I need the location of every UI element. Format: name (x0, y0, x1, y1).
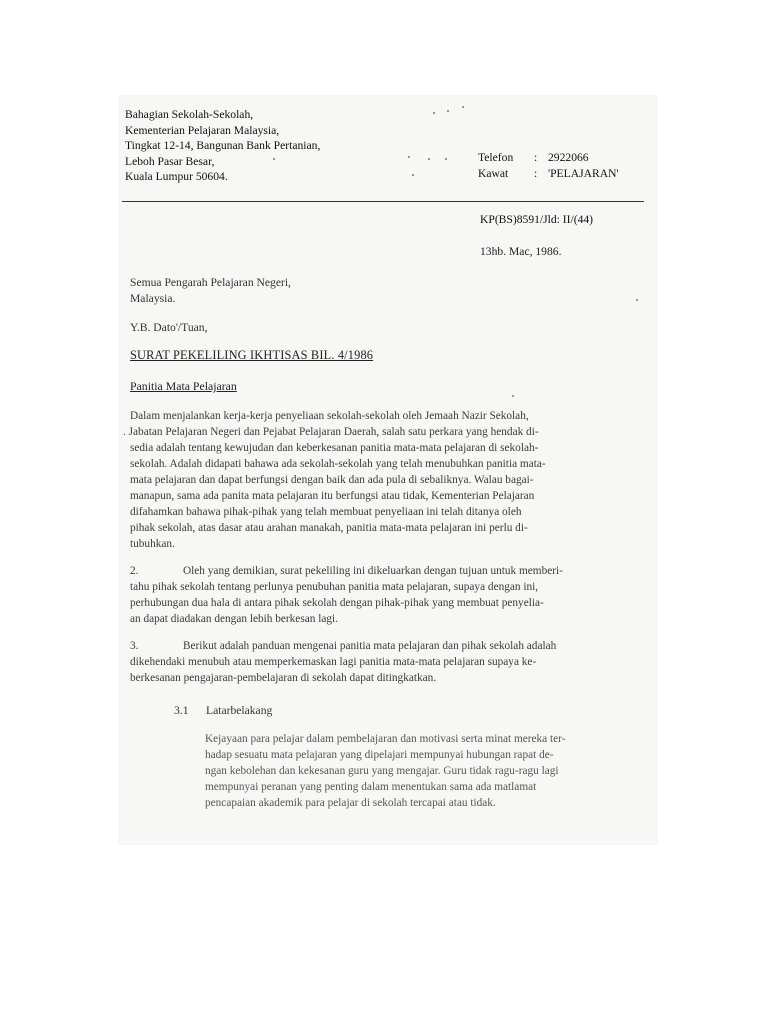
paragraph-number: 3. (130, 640, 139, 652)
subject-line: SURAT PEKELILING IKHTISAS BIL. 4/1986 (130, 348, 374, 362)
recipient-address (130, 275, 291, 306)
scan-speck (412, 174, 414, 176)
letter-date: 13hb. Mac, 1986. (480, 245, 562, 258)
paragraph-number: 2. (130, 565, 139, 577)
first-line (130, 563, 642, 579)
subsection-paragraph (205, 731, 641, 811)
telefon-row (478, 150, 619, 166)
sender-line: Bahagian Sekolah-Sekolah, (125, 108, 254, 121)
scan-speck (512, 395, 514, 397)
sender-line: Kementerian Pelajaran Malaysia, (125, 123, 280, 137)
text-line: pihak sekolah, atas dasar atau arahan manakah, panitia mata-mata pelajaran ini perlu di- (130, 522, 528, 534)
separator: : (534, 167, 538, 180)
text-line: an dapat diadakan dengan lebih berkesan lagi. (130, 613, 338, 625)
text-line: tahu pihak sekolah tentang perlunya penubuhan panitia mata pelajaran, supaya dengan ini, (130, 581, 539, 593)
salutation: Y.B. Dato'/Tuan, (130, 321, 208, 334)
subsection-heading (174, 704, 272, 717)
contact-block (478, 150, 619, 182)
kawat-value: 'PELAJARAN' (548, 167, 619, 180)
first-line (130, 638, 642, 654)
sender-address (125, 107, 320, 185)
scan-speck (273, 158, 275, 160)
header-divider (122, 201, 644, 202)
text-line: dikehendaki menubuh atau memperkemaskan lagi panitia mata-mata pelajaran supaya ke- (130, 656, 537, 668)
text-line: Berikut adalah panduan mengenai panitia mata pelajaran dan pihak sekolah adalah (183, 640, 557, 652)
scan-speck (433, 112, 435, 114)
separator: : (534, 151, 538, 164)
text-line: mempunyai peranan yang penting dalam menentukan sama ada matlamat (205, 781, 537, 793)
scan-speck (636, 299, 638, 301)
subsection-number: 3.1 (174, 704, 189, 717)
text-line: berkesanan pengajaran-pembelajaran di sekolah dapat ditingkatkan. (130, 672, 437, 684)
scan-speck (447, 110, 449, 112)
text-line: sedia adalah tentang kewujudan dan keberkesanan panitia mata-mata pelajaran di sekolah- (130, 442, 539, 454)
text-line: difahamkan bahawa pihak-pihak yang telah membuat penyeliaan ini telah ditanya oleh (130, 506, 522, 518)
recipient-line: Semua Pengarah Pelajaran Negeri, (130, 276, 291, 289)
text-line: ngan kebolehan dan kekesanan guru yang mengajar. Guru tidak ragu-ragu lagi (205, 765, 559, 777)
text-line: tubuhkan. (130, 538, 175, 550)
paragraph-1 (123, 408, 642, 552)
text-line: mata pelajaran dan dapat berfungsi dengan baik dan ada pula di sebaliknya. Walau bagai- (130, 474, 534, 486)
reference-number: KP(BS)8591/Jld: II/(44) (480, 213, 594, 226)
recipient-line: Malaysia. (130, 291, 176, 305)
kawat-label: Kawat (478, 167, 509, 180)
scan-speck (462, 106, 464, 108)
paragraph-3 (130, 638, 642, 686)
text-line: Kejayaan para pelajar dalam pembelajaran dan motivasi serta minat mereka ter- (205, 733, 566, 745)
sender-line: Kuala Lumpur 50604. (125, 170, 228, 184)
sender-line: Tingkat 12-14, Bangunan Bank Pertanian, (125, 139, 321, 153)
scan-speck (408, 156, 410, 158)
sender-line: Leboh Pasar Besar, (125, 154, 215, 168)
paragraph-2 (130, 563, 642, 627)
text-line: perhubungan dua hala di antara pihak sekolah dengan pihak-pihak yang membuat penyelia- (130, 597, 544, 609)
text-line: Oleh yang demikian, surat pekeliling ini dikeluarkan dengan tujuan untuk memberi- (183, 565, 563, 577)
subsection-title: Latarbelakang (206, 704, 273, 717)
text-line: hadap sesuatu mata pelajaran yang dipelajari mempunyai hubungan rapat de- (205, 749, 554, 761)
text-line: sekolah. Adalah didapati bahawa ada sekolah-sekolah yang telah menubuhkan panitia mata- (130, 458, 546, 470)
text-line: Dalam menjalankan kerja-kerja penyeliaan sekolah-sekolah oleh Jemaah Nazir Sekolah, (130, 410, 529, 422)
kawat-row (478, 166, 619, 182)
scan-speck (428, 158, 430, 160)
telefon-label: Telefon (478, 151, 514, 164)
section-heading: Panitia Mata Pelajaran (130, 379, 237, 393)
scan-speck (445, 158, 447, 160)
text-line: pencapaian akademik para pelajar di sekolah tercapai atau tidak. (205, 797, 496, 809)
telefon-value: 2922066 (548, 151, 589, 164)
text-line: manapun, sama ada panita mata pelajaran itu berfungsi atau tidak, Kementerian Pelajaran (130, 490, 535, 502)
text-line: . Jabatan Pelajaran Negeri dan Pejabat Pelajaran Daerah, salah satu perkara yang hendak di- (123, 426, 539, 438)
